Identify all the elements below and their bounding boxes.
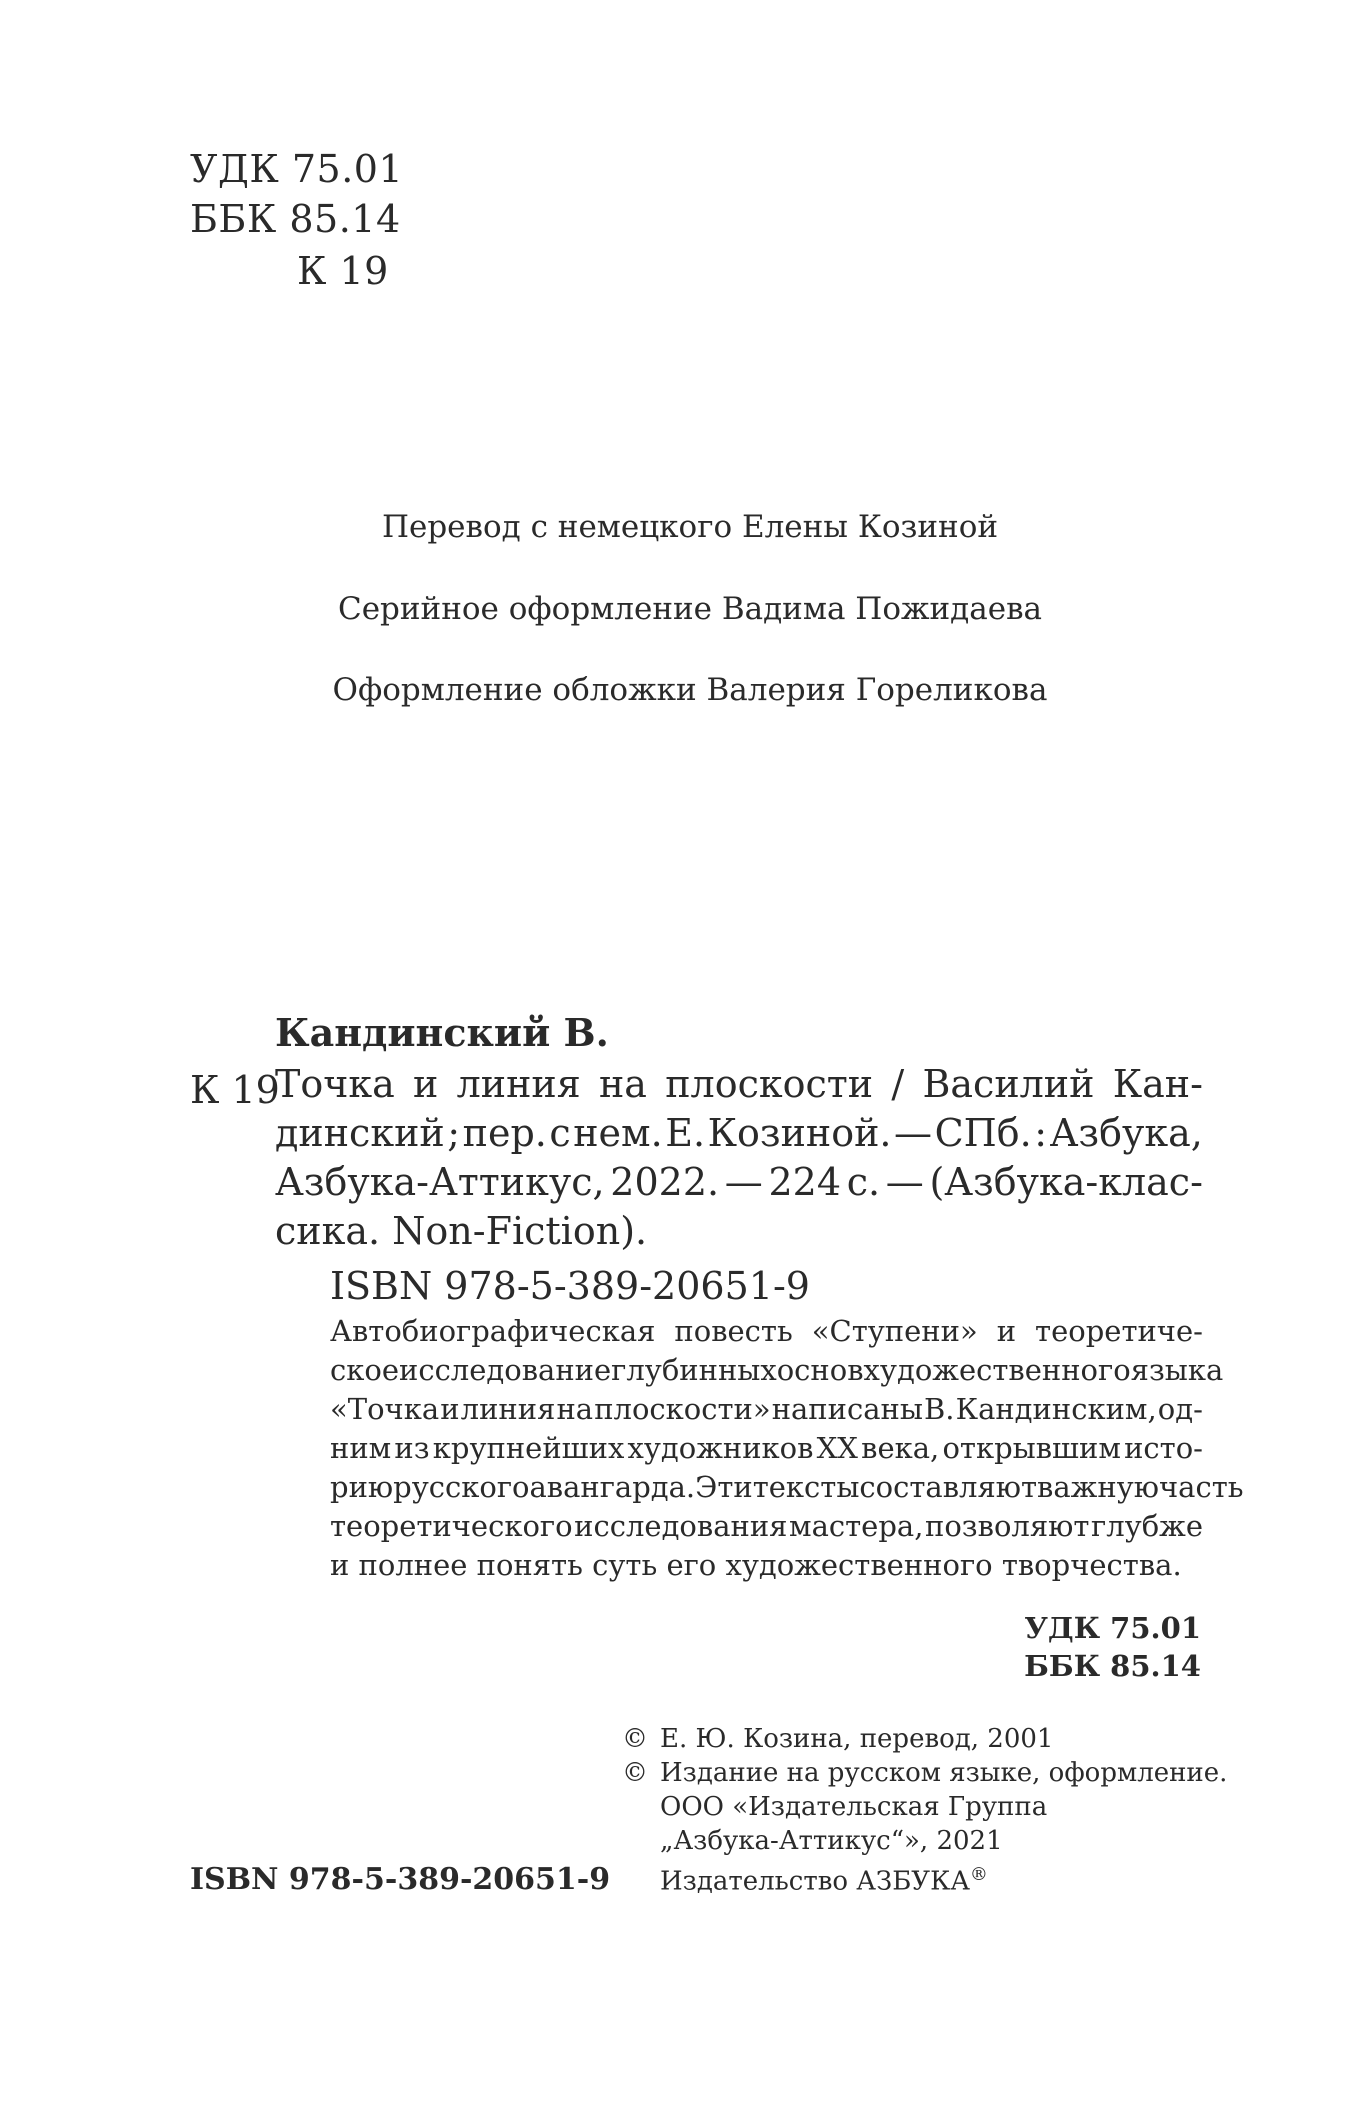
description-line: Азбука-Аттикус, 2022. — 224 с. — (Азбука-клас- — [275, 1160, 1203, 1204]
annotation — [330, 1312, 1244, 1585]
isbn-bottom: ISBN 978-5-389-20651-9 — [190, 1862, 611, 1897]
description-line: Точка и линия на плоскости / Василий Кан- — [275, 1062, 1203, 1106]
copyright-block — [622, 1722, 1227, 1899]
copyright-publisher-line: ООО «Издательская Группа — [660, 1792, 1048, 1822]
annotation-line: «Точка и линия на плоскости» написаны В. Кандинским, од- — [330, 1392, 1203, 1426]
annotation-line: Автобиографическая повесть «Ступени» и теоретиче- — [330, 1314, 1203, 1348]
annotation-line: ним из крупнейших художников XX века, открывшим исто- — [330, 1431, 1203, 1465]
annotation-line: и полнее понять суть его художественного творчества. — [330, 1548, 1182, 1582]
record-author: Кандинский В. — [275, 1010, 609, 1055]
bbk-code-top: ББК 85.14 — [190, 197, 401, 241]
copyright-translation: © Е. Ю. Козина, перевод, 2001 — [622, 1724, 1054, 1754]
record-isbn: ISBN 978-5-389-20651-9 — [330, 1264, 810, 1308]
bbk-code-record: ББК 85.14 — [1024, 1649, 1201, 1683]
copyright-icon: © — [622, 1758, 648, 1788]
copyright-edition: © Издание на русском языке, оформление. — [622, 1758, 1228, 1788]
annotation-line: теоретического исследования мастера, позволяют глубже — [330, 1509, 1203, 1543]
author-code-top: К 19 — [297, 249, 389, 293]
copyright-icon: © — [622, 1724, 648, 1754]
registered-trademark-icon: ® — [969, 1864, 988, 1885]
udk-code-top: УДК 75.01 — [190, 147, 404, 191]
translator-credit: Перевод с немецкого Елены Козиной — [381, 509, 999, 545]
record-author-code: К 19 — [190, 1068, 280, 1112]
description-line: сика. Non-Fiction). — [275, 1209, 648, 1253]
udk-code-record: УДК 75.01 — [1024, 1611, 1201, 1645]
series-design-credit: Серийное оформление Вадима Пожидаева — [337, 591, 1043, 627]
bibliographic-description — [275, 1060, 1203, 1256]
copyright-imprint: Издательство АЗБУКА® — [660, 1864, 988, 1897]
annotation-line: ское исследование глубинных основ художественного языка — [330, 1353, 1224, 1387]
annotation-line: рию русского авангарда. Эти тексты составляют важную часть — [330, 1470, 1244, 1504]
cover-design-credit: Оформление обложки Валерия Гореликова — [332, 672, 1048, 708]
description-line: динский ; пер. с нем. Е. Козиной. — СПб. : Азбука, — [275, 1111, 1203, 1155]
copyright-publisher-year: „Азбука-Аттикус“», 2021 — [660, 1826, 1003, 1856]
